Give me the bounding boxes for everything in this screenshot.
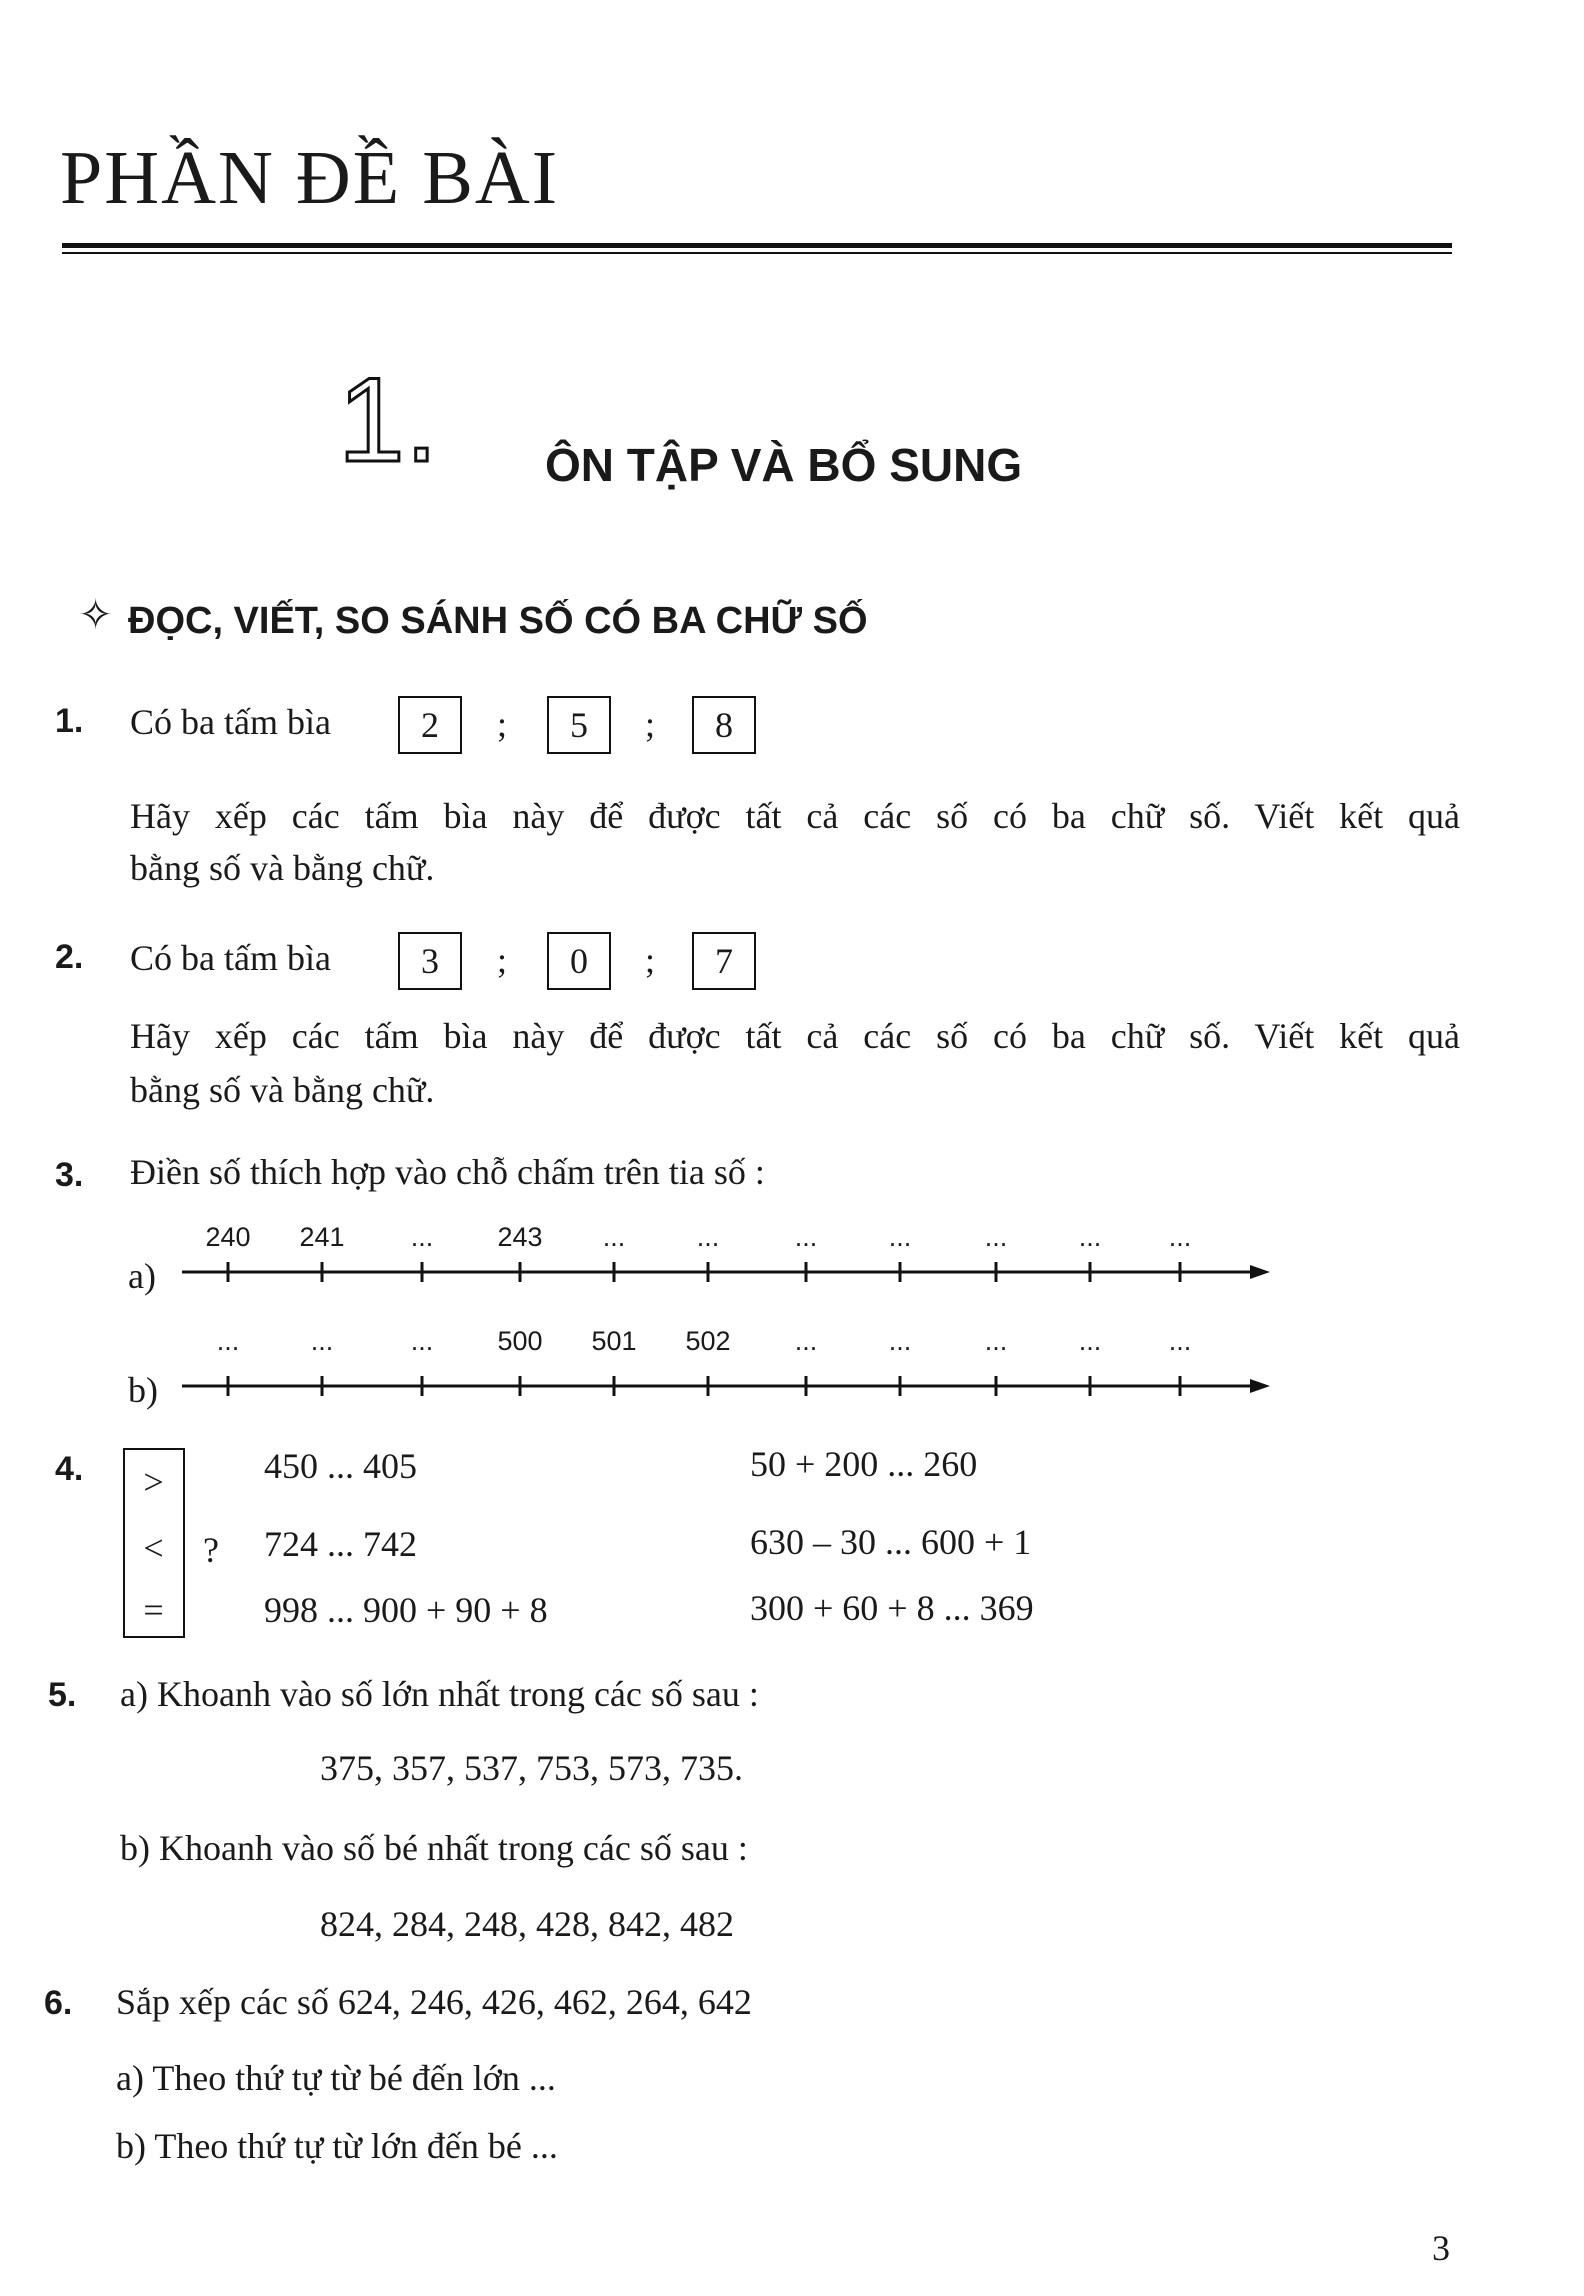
ex1-lead: Có ba tấm bìa: [130, 702, 331, 742]
ex4-number: 4.: [55, 1450, 84, 1488]
ex1-number: 1.: [55, 702, 84, 740]
ex1-line-2: bằng số và bằng chữ.: [130, 848, 435, 888]
sign-greater: >: [143, 1462, 164, 1502]
chapter-number: [338, 353, 439, 487]
ex4-left-1: 450 ... 405: [264, 1446, 417, 1486]
ex4-left-2: 724 ... 742: [264, 1524, 417, 1564]
section-bullet-icon: ✧: [78, 591, 114, 638]
page-heading: PHẦN ĐỀ BÀI: [60, 136, 560, 220]
ex1-card-3: 8: [692, 696, 756, 754]
chapter-number-text: 1.: [338, 353, 439, 487]
ex2-lead: Có ba tấm bìa: [130, 938, 331, 978]
ex3a-label: a): [128, 1256, 156, 1296]
ex1-sep-1: ;: [497, 704, 508, 744]
ex5-a-numbers: 375, 357, 537, 753, 573, 735.: [320, 1748, 743, 1788]
number-line-b-tick-label: ...: [794, 1326, 818, 1356]
number-line-b-tick-label: ...: [410, 1326, 434, 1356]
ex1-line-1: Hãy xếp các tấm bìa này để được tất cả các số có ba chữ số. Viết kết quả: [130, 796, 1460, 836]
number-line-b-tick-label: ...: [216, 1326, 240, 1356]
ex2-card-1: 3: [398, 932, 462, 990]
ex6-a: a) Theo thứ tự từ bé đến lớn ...: [116, 2058, 556, 2098]
number-line-b-tick-label: ...: [310, 1326, 334, 1356]
number-line-a-arrow-icon: [1250, 1265, 1270, 1279]
number-line-b-tick-label: ...: [888, 1326, 912, 1356]
ex6-number: 6.: [44, 1984, 73, 2022]
number-line-b-axis: [0, 1356, 1584, 1416]
sign-equal: =: [143, 1590, 164, 1630]
number-line-b-tick-label: ...: [1168, 1326, 1192, 1356]
ex2-sep-1: ;: [497, 940, 508, 980]
ex1-card-1: 2: [398, 696, 462, 754]
ex5-b-text: b) Khoanh vào số bé nhất trong các số sau :: [120, 1828, 748, 1868]
number-line-a-tick-label: ...: [1078, 1222, 1102, 1252]
ex1-sep-2: ;: [645, 704, 656, 744]
heading-rule: [62, 243, 1452, 248]
ex4-right-3: 300 + 60 + 8 ... 369: [750, 1588, 1034, 1628]
ex4-question: ?: [203, 1530, 219, 1570]
number-line-a-tick-label: ...: [696, 1222, 720, 1252]
page-number: 3: [1432, 2228, 1450, 2268]
sign-box: [123, 1448, 185, 1638]
ex3b-label: b): [128, 1370, 158, 1410]
number-line-a-tick-label: 240: [205, 1222, 251, 1252]
ex4-right-1: 50 + 200 ... 260: [750, 1444, 978, 1484]
heading-rule-thin: [62, 252, 1452, 254]
ex5-number: 5.: [48, 1676, 77, 1714]
number-line-b-tick-label: 500: [497, 1326, 543, 1356]
number-line-a-tick-label: ...: [410, 1222, 434, 1252]
ex2-number: 2.: [55, 938, 84, 976]
number-line-a-tick-label: 241: [299, 1222, 345, 1252]
ex2-card-3: 7: [692, 932, 756, 990]
ex2-card-2: 0: [547, 932, 611, 990]
sign-less: <: [143, 1528, 164, 1568]
number-line-a-tick-label: ...: [1168, 1222, 1192, 1252]
ex1-card-2: 5: [547, 696, 611, 754]
number-line-b-arrow-icon: [1250, 1379, 1270, 1393]
number-line-b-tick-label: ...: [1078, 1326, 1102, 1356]
ex6-b: b) Theo thứ tự từ lớn đến bé ...: [116, 2126, 558, 2166]
number-line-b-tick-label: 501: [591, 1326, 637, 1356]
number-line-a-tick-label: ...: [794, 1222, 818, 1252]
number-line-a-tick-label: 243: [497, 1222, 543, 1252]
chapter-title: ÔN TẬP VÀ BỔ SUNG: [545, 439, 1023, 491]
ex3-text: Điền số thích hợp vào chỗ chấm trên tia số :: [130, 1152, 765, 1192]
ex2-sep-2: ;: [645, 940, 656, 980]
ex6-text: Sắp xếp các số 624, 246, 426, 462, 264, 642: [116, 1982, 752, 2022]
ex5-a-text: a) Khoanh vào số lớn nhất trong các số sau :: [120, 1674, 759, 1714]
section-title: ĐỌC, VIẾT, SO SÁNH SỐ CÓ BA CHỮ SỐ: [128, 600, 868, 642]
number-line-a-tick-label: ...: [888, 1222, 912, 1252]
ex2-line-1: Hãy xếp các tấm bìa này để được tất cả các số có ba chữ số. Viết kết quả: [130, 1016, 1460, 1056]
number-line-a-tick-label: ...: [602, 1222, 626, 1252]
number-line-b-tick-label: 502: [685, 1326, 731, 1356]
ex3-number: 3.: [55, 1156, 84, 1194]
ex5-b-numbers: 824, 284, 248, 428, 842, 482: [320, 1904, 734, 1944]
ex2-line-2: bằng số và bằng chữ.: [130, 1070, 435, 1110]
ex4-right-2: 630 – 30 ... 600 + 1: [750, 1522, 1032, 1562]
ex4-left-3: 998 ... 900 + 90 + 8: [264, 1590, 548, 1630]
number-line-b-tick-label: ...: [984, 1326, 1008, 1356]
number-line-a-tick-label: ...: [984, 1222, 1008, 1252]
